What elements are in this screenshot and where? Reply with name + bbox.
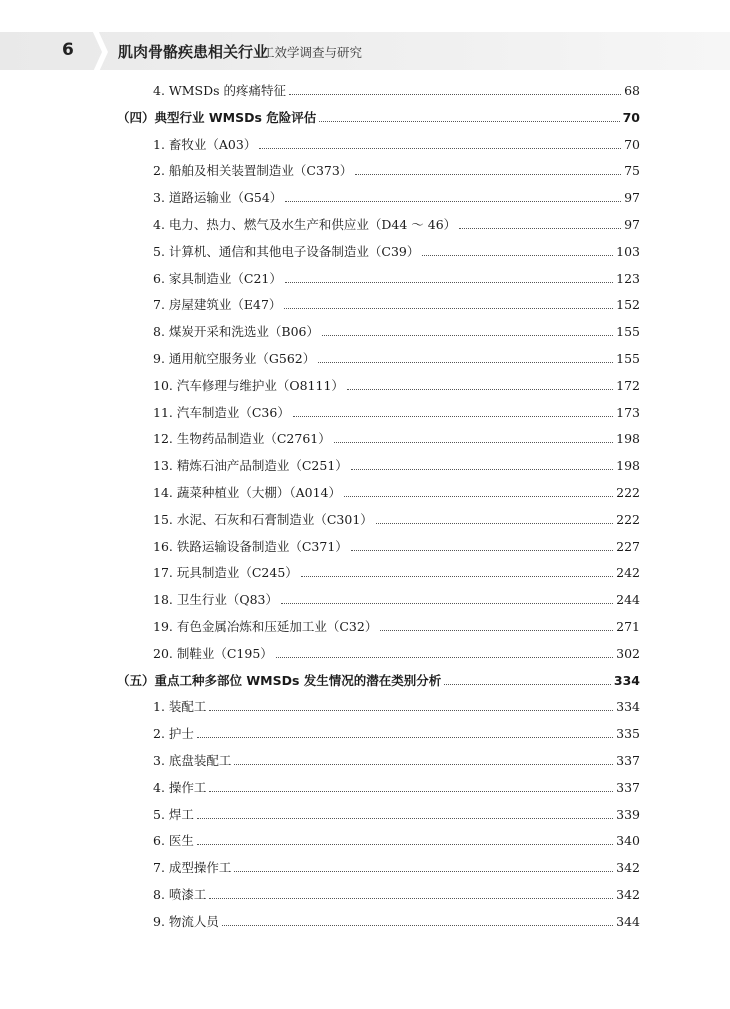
dot-leader bbox=[234, 871, 613, 872]
toc-entry[interactable] bbox=[153, 132, 640, 154]
toc-entry[interactable] bbox=[153, 641, 640, 663]
toc-entry[interactable] bbox=[153, 400, 640, 422]
dot-leader bbox=[284, 308, 613, 309]
dot-leader bbox=[319, 121, 619, 122]
toc-entry-title: 8. 喷漆工 bbox=[153, 887, 207, 902]
toc-entry[interactable] bbox=[153, 212, 640, 234]
toc-entry-title: 6. 医生 bbox=[153, 833, 194, 849]
toc-entry-title: 7. 成型操作工 bbox=[153, 860, 232, 876]
toc-entry-page-number: 334 bbox=[613, 672, 640, 688]
toc-entry[interactable] bbox=[153, 802, 640, 824]
running-header bbox=[0, 32, 730, 74]
dot-leader bbox=[197, 844, 613, 845]
toc-entry-title: 7. 房屋建筑业（E47） bbox=[153, 297, 282, 313]
dot-leader bbox=[351, 469, 613, 470]
toc-entry-page-number: 68 bbox=[624, 83, 640, 98]
toc-entry[interactable] bbox=[153, 319, 640, 341]
dot-leader bbox=[376, 523, 613, 524]
toc-entry-title: （四）典型行业 WMSDs 危险评估 bbox=[117, 109, 317, 125]
toc-entry-page-number: 340 bbox=[616, 833, 640, 849]
dot-leader bbox=[281, 603, 613, 604]
toc-entry-page-number: 302 bbox=[616, 645, 640, 661]
toc-entry[interactable] bbox=[153, 909, 640, 931]
book-subtitle: 工效学调查与研究 bbox=[262, 45, 363, 60]
toc-section-entry[interactable] bbox=[117, 668, 640, 690]
toc-entry-title: 5. 焊工 bbox=[153, 806, 194, 822]
toc-entry-page-number: 244 bbox=[616, 592, 640, 608]
toc-entry-page-number: 337 bbox=[616, 753, 640, 768]
toc-entry-page-number: 271 bbox=[616, 619, 640, 634]
toc-entry-title: 3. 底盘装配工 bbox=[153, 753, 232, 768]
toc-entry-page-number: 103 bbox=[616, 243, 640, 259]
dot-leader bbox=[259, 148, 621, 149]
toc-entry-title: 9. 物流人员 bbox=[153, 913, 219, 929]
toc-entry-page-number: 172 bbox=[616, 377, 640, 393]
toc-entry[interactable] bbox=[153, 373, 640, 395]
toc-entry[interactable] bbox=[153, 453, 640, 475]
toc-entry-title: 20. 制鞋业（C195） bbox=[153, 645, 273, 661]
toc-entry[interactable] bbox=[153, 882, 640, 904]
dot-leader bbox=[301, 576, 613, 577]
toc-entry-page-number: 198 bbox=[616, 458, 640, 474]
toc-entry[interactable] bbox=[153, 158, 640, 180]
dot-leader bbox=[222, 925, 613, 926]
toc-entry-page-number: 155 bbox=[616, 324, 640, 340]
dot-leader bbox=[197, 737, 613, 738]
dot-leader bbox=[285, 201, 621, 202]
toc-entry-title: （五）重点工种多部位 WMSDs 发生情况的潜在类别分析 bbox=[117, 672, 442, 688]
toc-entry[interactable] bbox=[153, 480, 640, 502]
toc-entry-page-number: 342 bbox=[616, 860, 640, 876]
toc-section-entry[interactable] bbox=[117, 105, 640, 127]
toc-entry-title: 19. 有色金属冶炼和压延加工业（C32） bbox=[153, 619, 378, 634]
dot-leader bbox=[351, 550, 613, 551]
dot-leader bbox=[344, 496, 613, 497]
toc-entry[interactable] bbox=[153, 266, 640, 288]
toc-entry-page-number: 152 bbox=[616, 297, 640, 313]
dot-leader bbox=[293, 416, 613, 417]
dot-leader bbox=[285, 282, 613, 283]
toc-entry-page-number: 227 bbox=[616, 538, 640, 554]
toc-entry[interactable] bbox=[153, 78, 640, 100]
toc-entry-page-number: 342 bbox=[616, 887, 640, 902]
toc-entry[interactable] bbox=[153, 534, 640, 556]
toc-entry[interactable] bbox=[153, 507, 640, 529]
toc-entry[interactable] bbox=[153, 185, 640, 207]
toc-entry-page-number: 339 bbox=[616, 806, 640, 822]
dot-leader bbox=[444, 684, 611, 685]
toc-entry-title: 2. 护士 bbox=[153, 726, 194, 742]
toc-entry-page-number: 97 bbox=[624, 217, 640, 232]
toc-entry-page-number: 198 bbox=[616, 431, 640, 447]
toc-entry-title: 18. 卫生行业（Q83） bbox=[153, 592, 279, 608]
dot-leader bbox=[209, 898, 613, 899]
toc-entry-page-number: 155 bbox=[616, 351, 640, 366]
dot-leader bbox=[347, 389, 613, 390]
toc-entry-page-number: 97 bbox=[624, 190, 640, 206]
toc-entry[interactable] bbox=[153, 748, 640, 770]
toc-entry-page-number: 123 bbox=[616, 270, 640, 286]
toc-entry[interactable] bbox=[153, 775, 640, 797]
toc-entry-title: 14. 蔬菜种植业（大棚）（A014） bbox=[153, 485, 341, 500]
header-band bbox=[0, 32, 730, 70]
toc-entry[interactable] bbox=[153, 694, 640, 716]
toc-entry[interactable] bbox=[153, 346, 640, 368]
dot-leader bbox=[334, 442, 613, 443]
dot-leader bbox=[355, 174, 621, 175]
dot-leader bbox=[459, 228, 621, 229]
book-title: 肌肉骨骼疾患相关行业 bbox=[118, 43, 269, 61]
toc-entry[interactable] bbox=[153, 292, 640, 314]
toc-entry-title: 10. 汽车修理与维护业（O8111） bbox=[153, 377, 344, 393]
toc-entry-title: 4. 电力、热力、燃气及水生产和供应业（D44 ～ 46） bbox=[153, 217, 457, 232]
dot-leader bbox=[209, 791, 613, 792]
toc-entry-page-number: 70 bbox=[622, 109, 640, 125]
dot-leader bbox=[322, 335, 613, 336]
toc-entry[interactable] bbox=[153, 614, 640, 636]
page-number: 6 bbox=[62, 40, 74, 60]
toc-entry-title: 9. 通用航空服务业（G562） bbox=[153, 351, 316, 366]
toc-entry-title: 16. 铁路运输设备制造业（C371） bbox=[153, 538, 348, 554]
toc-entry-title: 12. 生物药品制造业（C2761） bbox=[153, 431, 331, 447]
toc-entry[interactable] bbox=[153, 828, 640, 850]
toc-entry-title: 4. 操作工 bbox=[153, 779, 207, 795]
dot-leader bbox=[318, 362, 613, 363]
header-slash-divider bbox=[92, 30, 108, 74]
toc-entry-title: 4. WMSDs 的疼痛特征 bbox=[153, 83, 287, 98]
toc-entry[interactable] bbox=[153, 426, 640, 448]
toc-entry[interactable] bbox=[153, 721, 640, 743]
toc-entry-title: 17. 玩具制造业（C245） bbox=[153, 565, 298, 581]
toc-entry-title: 13. 精炼石油产品制造业（C251） bbox=[153, 458, 348, 474]
toc-entry-title: 1. 畜牧业（A03） bbox=[153, 136, 257, 152]
toc-entry-title: 2. 船舶及相关装置制造业（C373） bbox=[153, 163, 353, 179]
toc-entry-title: 8. 煤炭开采和洗选业（B06） bbox=[153, 324, 319, 340]
toc-entry[interactable] bbox=[153, 587, 640, 609]
dot-leader bbox=[234, 764, 613, 765]
dot-leader bbox=[276, 657, 613, 658]
dot-leader bbox=[380, 630, 613, 631]
toc-entry-page-number: 344 bbox=[616, 913, 640, 929]
toc-entry-page-number: 242 bbox=[616, 565, 640, 581]
dot-leader bbox=[422, 255, 613, 256]
toc-entry[interactable] bbox=[153, 560, 640, 582]
toc-entry-page-number: 337 bbox=[616, 779, 640, 795]
toc-entry[interactable] bbox=[153, 855, 640, 877]
toc-entry-title: 3. 道路运输业（G54） bbox=[153, 190, 283, 206]
toc-entry-page-number: 222 bbox=[616, 485, 640, 500]
toc-entry-page-number: 173 bbox=[616, 404, 640, 420]
toc-entry-title: 11. 汽车制造业（C36） bbox=[153, 404, 290, 420]
toc-entry-page-number: 70 bbox=[624, 136, 640, 152]
dot-leader bbox=[197, 818, 613, 819]
toc-entry-title: 5. 计算机、通信和其他电子设备制造业（C39） bbox=[153, 243, 420, 259]
dot-leader bbox=[209, 710, 613, 711]
toc-entry-page-number: 75 bbox=[624, 163, 640, 179]
toc-entry-title: 1. 装配工 bbox=[153, 699, 207, 715]
toc-entry-title: 6. 家具制造业（C21） bbox=[153, 270, 282, 286]
dot-leader bbox=[289, 94, 621, 95]
toc-entry-title: 15. 水泥、石灰和石膏制造业（C301） bbox=[153, 511, 373, 527]
toc-entry-page-number: 334 bbox=[616, 699, 640, 715]
toc-entry-page-number: 335 bbox=[616, 726, 640, 742]
toc-entry-page-number: 222 bbox=[616, 511, 640, 527]
toc-entry[interactable] bbox=[153, 239, 640, 261]
